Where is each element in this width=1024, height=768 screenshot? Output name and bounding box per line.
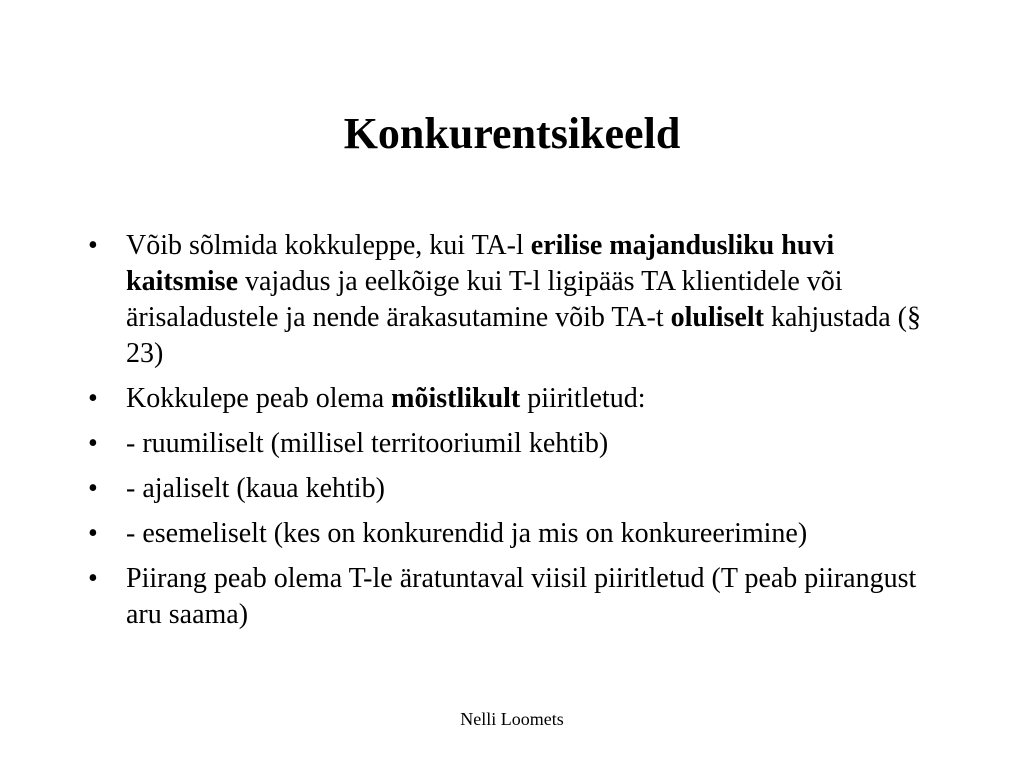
bullet-bold-segment: erilise majandusliku huvi kaitsmise [126,230,835,297]
bullet-list [84,228,944,642]
bullet-icon: • [88,428,98,459]
bullet-icon: • [88,230,98,261]
bullet-item [84,516,944,552]
slide-footer: Nelli Loomets [460,709,564,729]
slide-title: Konkurentsikeeld [343,109,681,158]
bullet-icon: • [88,563,98,594]
bullet-item [84,561,944,633]
bullet-text: Piirang peab olema T-le äratuntaval viisil piiritletud (T peab piirangust aru saama) [126,563,917,630]
bullet-text-segment: kahjustada (§ 23) [126,302,921,369]
bullet-text: - esemeliselt (kes on konkurendid ja mis on konkureerimine) [126,518,808,549]
bullet-icon: • [88,383,98,414]
bullet-text: - ruumiliselt (millisel territooriumil kehtib) [126,428,609,459]
bullet-icon: • [88,518,98,549]
bullet-icon: • [88,473,98,504]
bullet-item [84,381,944,417]
bullet-item [84,426,944,462]
bullet-text-segment: Kokkulepe peab olema [126,383,392,414]
bullet-text-segment: vajadus ja eelkõige kui T-l ligipääs TA klientidele või ärisaladustele ja nende ärakasutamine võib TA-t [126,266,843,333]
bullet-text: - ajaliselt (kaua kehtib) [126,473,385,504]
bullet-text-segment: piiritletud: [520,383,646,414]
bullet-bold-segment: oluliselt [670,302,764,333]
bullet-item [84,471,944,507]
bullet-text-segment: Võib sõlmida kokkuleppe, kui TA-l [126,230,531,261]
bullet-item [84,228,944,372]
bullet-bold-segment: mõistlikult [391,383,521,414]
